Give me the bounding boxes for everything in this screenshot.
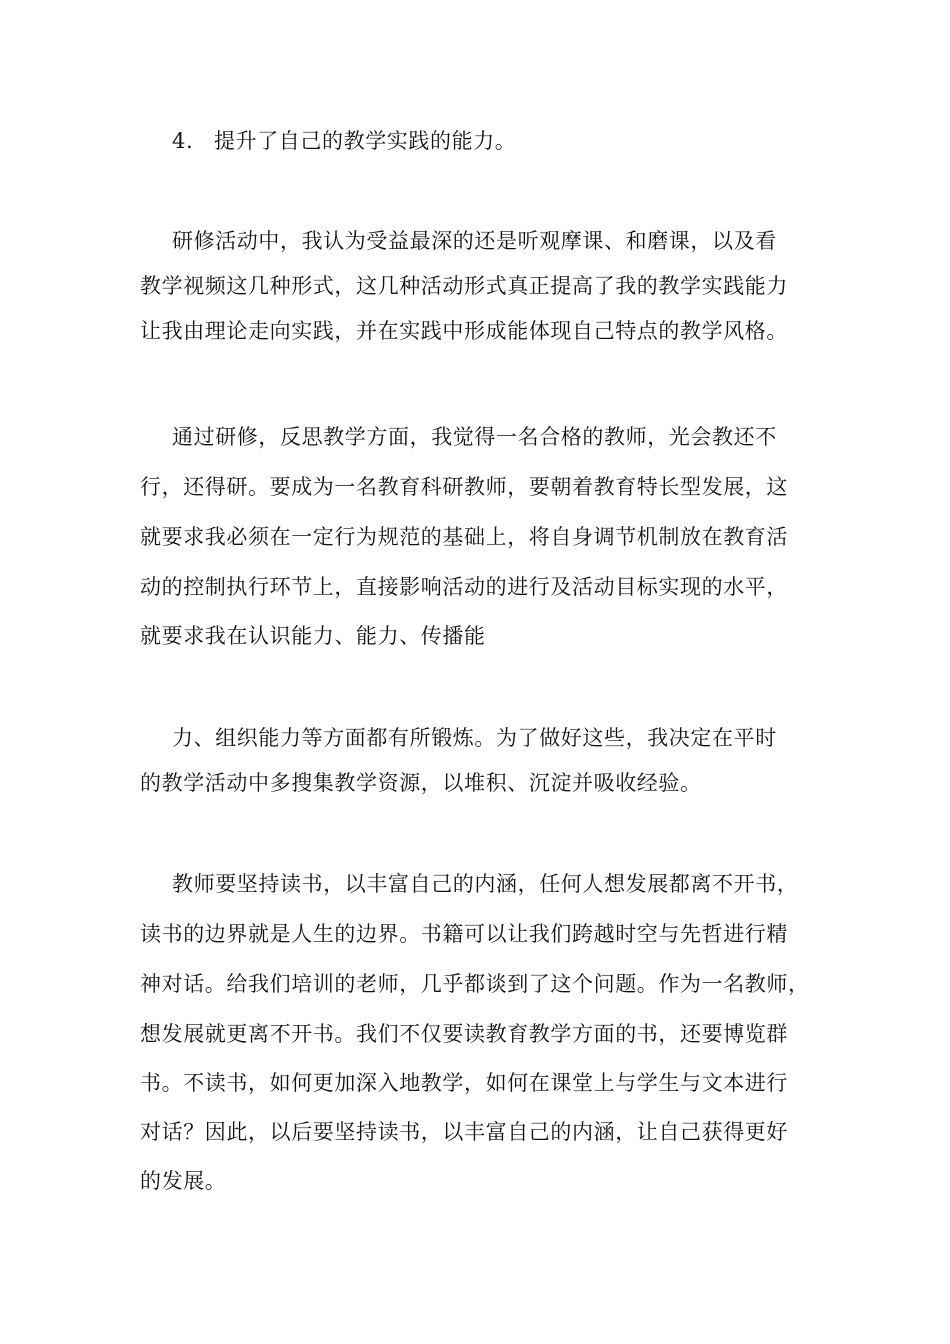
paragraph-line: 读书的边界就是人生的边界。书籍可以让我们跨越时空与先哲进行精 bbox=[140, 922, 788, 946]
paragraph-line: 的教学活动中多搜集教学资源，以堆积、沉淀并吸收经验。 bbox=[140, 771, 702, 795]
paragraph-line: 教师要坚持读书，以丰富自己的内涵，任何人想发展都离不开书， bbox=[172, 872, 799, 896]
list-item-text: 提升了自己的教学实践的能力。 bbox=[214, 129, 517, 153]
paragraph-line: 教学视频这几种形式，这几种活动形式真正提高了我的教学实践能力 bbox=[140, 274, 788, 298]
paragraph-line: 对话？因此，以后要坚持读书，以丰富自己的内涵，让自己获得更好 bbox=[140, 1120, 788, 1144]
paragraph-line: 书。不读书，如何更加深入地教学，如何在课堂上与学生与文本进行 bbox=[140, 1071, 788, 1095]
paragraph-line: 就要求我必须在一定行为规范的基础上，将自身调节机制放在教育活 bbox=[140, 525, 788, 549]
paragraph-line: 的发展。 bbox=[140, 1169, 227, 1193]
paragraph-line: 让我由理论走向实践，并在实践中形成能体现自己特点的教学风格。 bbox=[140, 319, 788, 343]
paragraph-line: 神对话。给我们培训的老师，几乎都谈到了这个问题。作为一名教师， bbox=[140, 972, 810, 996]
list-item-4 bbox=[172, 126, 516, 156]
paragraph-line: 研修活动中，我认为受益最深的还是听观摩课、和磨课，以及看 bbox=[172, 229, 777, 253]
paragraph-line: 通过研修，反思教学方面，我觉得一名合格的教师，光会教还不 bbox=[172, 425, 777, 449]
paragraph-line: 力、组织能力等方面都有所锻炼。为了做好这些，我决定在平时 bbox=[172, 726, 777, 750]
paragraph-line: 行，还得研。要成为一名教育科研教师，要朝着教育特长型发展，这 bbox=[140, 475, 788, 499]
list-item-number: 4. bbox=[172, 129, 194, 153]
paragraph-line: 动的控制执行环节上，直接影响活动的进行及活动目标实现的水平， bbox=[140, 575, 788, 599]
paragraph-line: 就要求我在认识能力、能力、传播能 bbox=[140, 624, 486, 648]
paragraph-line: 想发展就更离不开书。我们不仅要读教育教学方面的书，还要博览群 bbox=[140, 1022, 788, 1046]
